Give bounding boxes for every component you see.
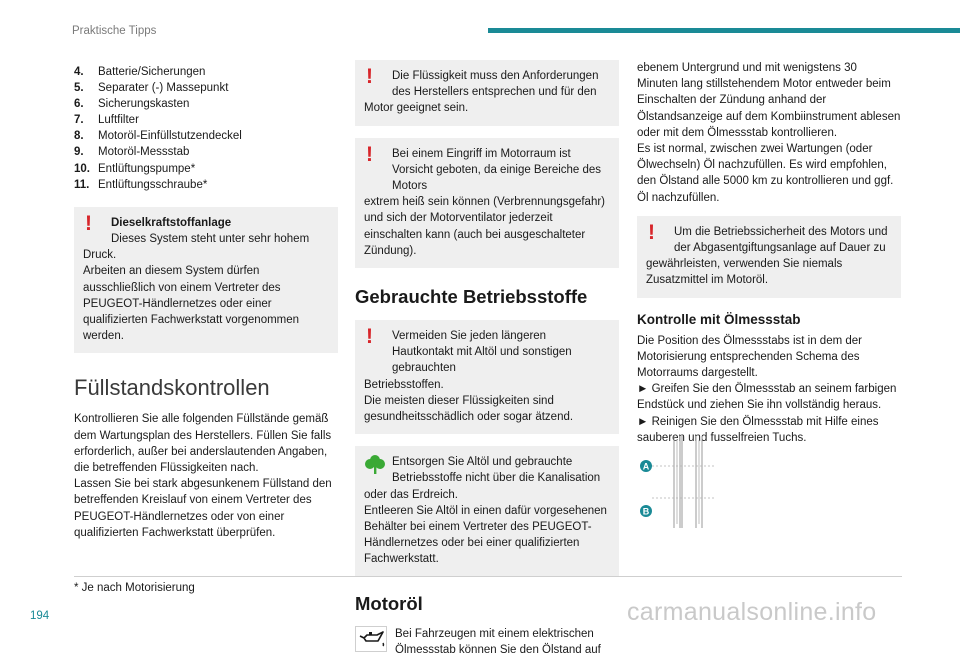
- disposal-eco-note: Entsorgen Sie Altöl und gebrauchte Betriebsstoffe nicht über die Kanalisation oder das Erdreich. Entleeren Sie Altöl in einen dafür vorgesehenen Behälter bei einem Vertreter des PEUGEOT-Händlernetzes oder bei einer qualifizierten Fachwerkstatt.: [355, 446, 619, 576]
- svg-text:B: B: [642, 506, 650, 517]
- exclamation-icon: !: [366, 65, 373, 88]
- exclamation-icon: !: [366, 142, 373, 166]
- header-accent-bar: [488, 28, 960, 33]
- footer-divider: [74, 576, 902, 577]
- footnote: * Je nach Motorisierung: [74, 582, 195, 594]
- leaf-icon: [364, 453, 386, 475]
- svg-text:A: A: [642, 461, 650, 472]
- exclamation-icon: !: [648, 220, 655, 244]
- watermark: carmanualsonline.info: [627, 598, 877, 626]
- page-number: 194: [30, 610, 50, 622]
- engine-warning-note: ! Bei einem Eingriff im Motorraum ist Vorsicht geboten, da einige Bereiche des Motors extrem heiß sein können (Verbrennungsgefahr) und sich der Motorventilator jederzeit einschalten kann (auch bei ausgeschalteter Zündung).: [355, 138, 619, 268]
- exclamation-icon: !: [85, 211, 92, 235]
- skin-warning-note: ! Vermeiden Sie jeden längeren Hautkontakt mit Altöl und sonstigen gebrauchten Betriebsstoffen. Die meisten dieser Flüssigkeiten sind gesundheitsschädlich oder sogar ätzend.: [355, 320, 619, 434]
- used-fluids-heading: Gebrauchte Betriebsstoffe: [355, 286, 588, 308]
- note-title: Dieselkraftstoffanlage: [111, 216, 232, 229]
- marker-a: [640, 460, 652, 472]
- fluid-warning-note: ! Die Flüssigkeit muss den Anforderungen des Herstellers entsprechen und für den Motor geeignet sein.: [355, 60, 619, 126]
- oil-can-icon: [355, 626, 387, 652]
- list-item: 10. Entlüftungspumpe*: [74, 162, 196, 175]
- diesel-warning-note: ! Dieselkraftstoffanlage Dieses System steht unter sehr hohem Druck. Arbeiten an diesem System dürfen ausschließlich von einem Vertreter des PEUGEOT-Händlernetzes oder einer qualifizierten Fachwerkstatt vorgenommen werden.: [74, 207, 338, 354]
- list-item: 7. Luftfilter: [74, 114, 139, 127]
- fuellstand-heading: Füllstandskontrollen: [74, 375, 270, 401]
- column-1: [74, 60, 338, 541]
- section-title: Praktische Tipps: [72, 25, 157, 37]
- list-item: 5. Separater (-) Massepunkt: [74, 82, 229, 95]
- list-item: 9. Motoröl-Messstab: [74, 146, 190, 159]
- exclamation-icon: !: [366, 325, 373, 349]
- motoroel-heading: Motoröl: [355, 592, 423, 614]
- oil-level-text: ebenem Untergrund und mit wenigstens 30 Minuten lang stillstehendem Motor entweder beim Einschalten der Zündung anhand der Ölstandsanzeige auf dem Kombiinstrument ablesen oder mit dem Ölmessstab kontrollieren. Es ist normal, zwischen zwei Wartungen (oder Ölwechseln) Öl nachzufüllen. Es wird empfohlen, den Ölstand alle 5000 km zu kontrollieren und ggf. Öl nachzufüllen.: [637, 62, 901, 204]
- list-item: 6. Sicherungskasten: [74, 98, 190, 111]
- motoroel-intro: Bei Fahrzeugen mit einem elektrischen Ölmessstab können Sie den Ölstand auf: [355, 626, 619, 658]
- column-2: [355, 60, 619, 658]
- fuellstand-text: Kontrollieren Sie alle folgenden Füllstände gemäß dem Wartungsplan des Herstellers. Füllen Sie falls erforderlich, außer bei anderslautenden Angaben, die betreffenden Flüssigkeiten nach. Lassen Sie bei stark abgesunkenem Füllstand den betreffenden Kreislauf von einem Vertreter des PEUGEOT-Händlernetzes oder von einer qualifizierten Fachwerkstatt überprüfen.: [74, 413, 332, 539]
- parts-list: [74, 64, 338, 193]
- dipstick-heading: Kontrolle mit Ölmessstab: [637, 311, 801, 327]
- marker-b: [640, 505, 652, 517]
- list-item: 8. Motoröl-Einfüllstutzendeckel: [74, 130, 242, 143]
- dipstick-figure: [638, 436, 718, 536]
- list-item: 11. Entlüftungsschraube*: [74, 178, 208, 191]
- dipstick-text: Die Position des Ölmessstabs ist in dem der Motorisierung entsprechenden Schema des Motorraums dargestellt. ► Greifen Sie den Ölmessstab an seinem farbigen Endstück und ziehen Sie ihn vollständig heraus. ► Reinigen Sie den Ölmessstab mit Hilfe eines sauberen und fusselfreien Tuchs.: [637, 334, 897, 444]
- list-item: 4. Batterie/Sicherungen: [74, 66, 206, 78]
- safety-warning-note: ! Um die Betriebssicherheit des Motors und der Abgasentgiftungsanlage auf Dauer zu gewährleisten, verwenden Sie niemals Zusatzmittel im Motoröl.: [637, 216, 901, 298]
- column-3: [637, 60, 901, 446]
